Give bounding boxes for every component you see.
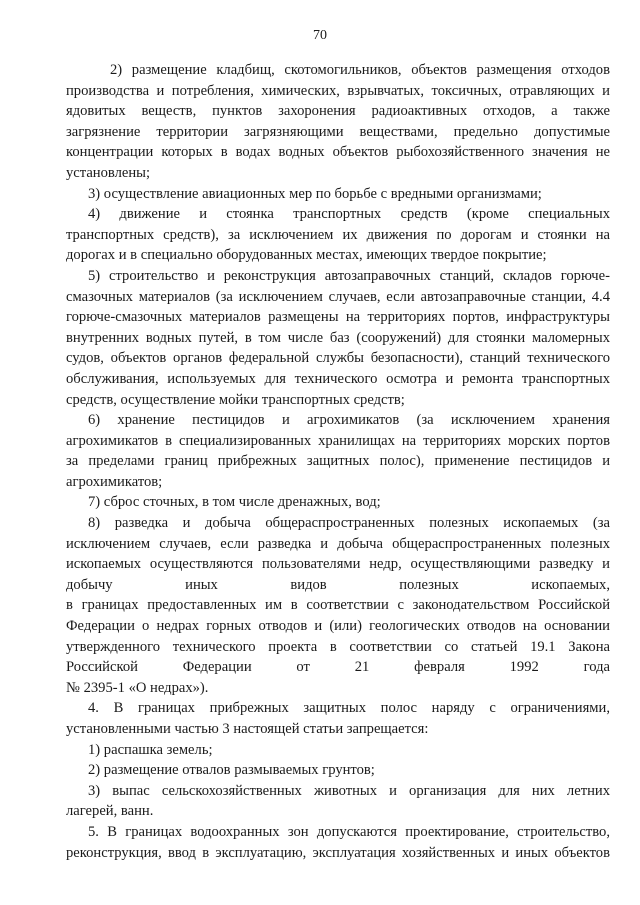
- text-line: 4) движение и стоянка транспортных средств (кроме специальных: [88, 206, 610, 223]
- text-line: лагерей, ванн.: [66, 803, 154, 820]
- text-line: 5) строительство и реконструкция автозаправочных станций, складов горюче-: [88, 267, 610, 284]
- text-line: 1) распашка земель;: [88, 741, 213, 758]
- text-line: концентрации которых в водах водных объектов рыбохозяйственного значения не: [66, 144, 610, 161]
- text-line: горюче-смазочных материалов размещены на территориях портов, инфраструктуры: [66, 309, 610, 326]
- text-line: установлены;: [66, 164, 151, 181]
- text-line: Российской Федерации от 21 февраля 1992 года: [66, 659, 610, 676]
- paragraph-section-5-water-protection-zones: [66, 822, 610, 863]
- text-line: за пределами границ прибрежных защитных полос), применение пестицидов и: [66, 453, 610, 470]
- text-line: производства и потребления, химических, взрывчатых, токсичных, отравляющих и: [66, 82, 610, 99]
- text-line: № 2395-1 «О недрах»).: [66, 679, 209, 696]
- paragraph-item-4-vehicle-traffic: [66, 204, 610, 266]
- text-line: утвержденного технического проекта в соответствии со статьей 19.1 Закона: [66, 638, 610, 655]
- text-line: реконструкция, ввод в эксплуатацию, эксплуатация хозяйственных и иных объектов: [66, 844, 610, 861]
- text-line: транспортных средств), за исключением их движения по дорогам и стоянки на: [66, 226, 610, 243]
- text-line: в границах предоставленных им в соответствии с законодательством Российской: [66, 597, 610, 614]
- text-line: Федерации о недрах горных отводов и (или) геологических отводов на основании: [66, 618, 610, 635]
- paragraph-item-2-placement-restrictions: [66, 60, 610, 184]
- text-line: 2) размещение кладбищ, скотомогильников, объектов размещения отходов: [110, 62, 610, 78]
- paragraph-item-1-plowing: [88, 740, 610, 761]
- text-line: 7) сброс сточных, в том числе дренажных, вод;: [88, 494, 381, 511]
- text-line: обслуживания, используемых для технического осмотра и ремонта транспортных: [66, 370, 610, 387]
- paragraph-item-5-fuel-stations: [66, 266, 610, 410]
- text-line: ядовитых веществ, пунктов захоронения радиоактивных отходов, а также: [66, 103, 610, 120]
- paragraph-item-2-dumps: [88, 760, 610, 781]
- text-line: 6) хранение пестицидов и агрохимикатов (за исключением хранения: [88, 412, 610, 429]
- text-line: исключением случаев, если разведка и добыча общераспространенных полезных: [66, 535, 610, 552]
- text-line: внутренних водных путей, в том числе баз (сооружений) для стоянки маломерных: [66, 329, 610, 346]
- text-line: 4. В границах прибрежных защитных полос наряду с ограничениями,: [88, 700, 610, 717]
- text-line: 5. В границах водоохранных зон допускаются проектирование, строительство,: [88, 823, 610, 840]
- page-number: 70: [313, 28, 327, 43]
- text-line: смазочных материалов (за исключением случаев, если автозаправочные станции, 4.4: [66, 288, 610, 305]
- paragraph-item-3-aviation-measures: [88, 184, 610, 205]
- text-line: загрязнение территории загрязняющими веществами, предельно допустимые: [66, 123, 610, 140]
- paragraph-item-3-grazing: [66, 781, 610, 822]
- paragraph-item-7-wastewater: [88, 492, 610, 513]
- text-line: добычу иных видов полезных ископаемых,: [66, 576, 610, 593]
- text-line: 3) выпас сельскохозяйственных животных и организация для них летних: [88, 782, 610, 799]
- text-line: средств, осуществление мойки транспортных средств;: [66, 391, 405, 408]
- paragraph-item-8-mineral-extraction: [66, 513, 610, 698]
- paragraph-section-4-coastal-strips: [66, 698, 610, 739]
- text-line: агрохимикатов в специализированных хранилищах на территориях морских портов: [66, 432, 610, 449]
- text-line: агрохимикатов;: [66, 473, 163, 490]
- document-body: [66, 60, 610, 863]
- text-line: дорогах и в специально оборудованных местах, имеющих твердое покрытие;: [66, 247, 547, 264]
- text-line: судов, объектов органов федеральной службы безопасности), станций технического: [66, 350, 610, 367]
- text-line: 3) осуществление авиационных мер по борьбе с вредными организмами;: [88, 185, 542, 202]
- text-line: установленными частью 3 настоящей статьи запрещается:: [66, 721, 429, 737]
- text-line: 8) разведка и добыча общераспространенных полезных ископаемых (за: [88, 515, 610, 532]
- text-line: ископаемых осуществляются пользователями недр, осуществляющими разведку и: [66, 556, 610, 573]
- text-line: 2) размещение отвалов размываемых грунтов;: [88, 762, 375, 779]
- paragraph-item-6-pesticides: [66, 410, 610, 492]
